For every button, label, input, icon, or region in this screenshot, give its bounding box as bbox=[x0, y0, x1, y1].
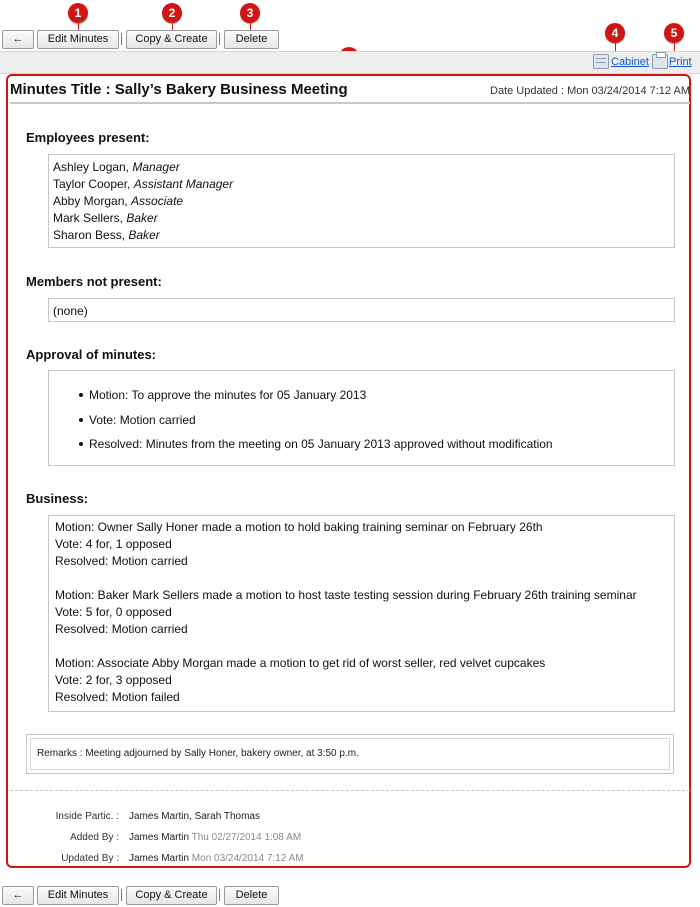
business-resolved: Resolved: Motion carried bbox=[55, 622, 188, 636]
edit-minutes-button[interactable]: Edit Minutes bbox=[37, 30, 119, 49]
callout-3-leader bbox=[250, 23, 251, 30]
back-button[interactable]: ← bbox=[2, 30, 34, 49]
toolbar-separator bbox=[121, 889, 122, 901]
inside-partic-label: Inside Partic. : bbox=[55, 811, 119, 822]
approval-heading: Approval of minutes: bbox=[26, 347, 157, 362]
updated-by-label: Updated By : bbox=[61, 853, 119, 864]
callout-5: 5 bbox=[664, 23, 684, 43]
business-vote: Vote: 4 for, 1 opposed bbox=[55, 537, 172, 551]
employee-row: Taylor Cooper, Assistant Manager bbox=[53, 177, 234, 191]
business-resolved: Resolved: Motion carried bbox=[55, 554, 188, 568]
date-updated: Date Updated : Mon 03/24/2014 7:12 AM bbox=[490, 85, 690, 97]
business-resolved: Resolved: Motion failed bbox=[55, 690, 180, 704]
remarks-box bbox=[26, 734, 674, 774]
employees-heading: Employees present: bbox=[26, 130, 150, 145]
updated-by-value bbox=[129, 853, 304, 864]
delete-button[interactable]: Delete bbox=[224, 30, 279, 49]
approval-bullet: Motion: To approve the minutes for 05 January 2013 bbox=[49, 383, 674, 408]
absent-heading: Members not present: bbox=[26, 274, 162, 289]
print-icon[interactable] bbox=[652, 54, 668, 69]
business-motion: Motion: Associate Abby Morgan made a motion to get rid of worst seller, red velvet cupcakes bbox=[55, 656, 546, 670]
approval-bullet: Vote: Motion carried bbox=[49, 408, 674, 433]
callout-1-leader bbox=[78, 23, 79, 30]
absent-value: (none) bbox=[53, 304, 88, 318]
toolbar-separator bbox=[219, 33, 220, 45]
callout-2-leader bbox=[172, 23, 173, 30]
delete-button[interactable]: Delete bbox=[224, 886, 279, 905]
employee-row: Ashley Logan, Manager bbox=[53, 160, 180, 174]
added-by-name: James Martin bbox=[129, 832, 190, 843]
business-vote: Vote: 2 for, 3 opposed bbox=[55, 673, 172, 687]
toolbar-separator bbox=[219, 889, 220, 901]
inside-partic-value: James Martin, Sarah Thomas bbox=[129, 811, 260, 822]
approval-bullet: Resolved: Minutes from the meeting on 05 January 2013 approved without modification bbox=[49, 432, 674, 457]
business-vote: Vote: 5 for, 0 opposed bbox=[55, 605, 172, 619]
business-box bbox=[48, 515, 675, 712]
approval-box bbox=[48, 370, 675, 466]
back-button[interactable]: ← bbox=[2, 886, 34, 905]
business-heading: Business: bbox=[26, 491, 89, 506]
print-link[interactable]: Print bbox=[669, 56, 692, 68]
employees-box bbox=[48, 154, 675, 248]
callout-4: 4 bbox=[605, 23, 625, 43]
updated-date: Mon 03/24/2014 7:12 AM bbox=[191, 853, 304, 864]
added-by-label: Added By : bbox=[70, 832, 119, 843]
cabinet-icon[interactable] bbox=[593, 54, 609, 69]
business-motion: Motion: Owner Sally Honer made a motion to hold baking training seminar on February 26th bbox=[55, 520, 543, 534]
title-divider bbox=[10, 102, 690, 104]
copy-create-button[interactable]: Copy & Create bbox=[126, 886, 217, 905]
updated-by-name: James Martin bbox=[129, 853, 190, 864]
callout-2: 2 bbox=[162, 3, 182, 23]
absent-box bbox=[48, 298, 675, 322]
bottom-toolbar bbox=[0, 885, 700, 907]
copy-create-button[interactable]: Copy & Create bbox=[126, 30, 217, 49]
toolbar-separator bbox=[121, 33, 122, 45]
edit-minutes-button[interactable]: Edit Minutes bbox=[37, 886, 119, 905]
added-by-value bbox=[129, 832, 301, 843]
employee-row: Abby Morgan, Associate bbox=[53, 194, 184, 208]
cabinet-link[interactable]: Cabinet bbox=[611, 56, 649, 68]
remarks-text: Remarks : Meeting adjourned by Sally Honer, bakery owner, at 3:50 p.m. bbox=[30, 738, 670, 770]
added-date: Thu 02/27/2014 1:08 AM bbox=[191, 832, 302, 843]
business-motion: Motion: Baker Mark Sellers made a motion to host taste testing session during February 26th training seminar bbox=[55, 588, 637, 602]
minutes-title: Minutes Title : Sally’s Bakery Business Meeting bbox=[10, 81, 348, 98]
link-bar bbox=[0, 51, 700, 74]
footer-divider bbox=[10, 790, 690, 791]
employee-row: Mark Sellers, Baker bbox=[53, 211, 158, 225]
callout-3: 3 bbox=[240, 3, 260, 23]
callout-1: 1 bbox=[68, 3, 88, 23]
employee-row: Sharon Bess, Baker bbox=[53, 228, 160, 242]
